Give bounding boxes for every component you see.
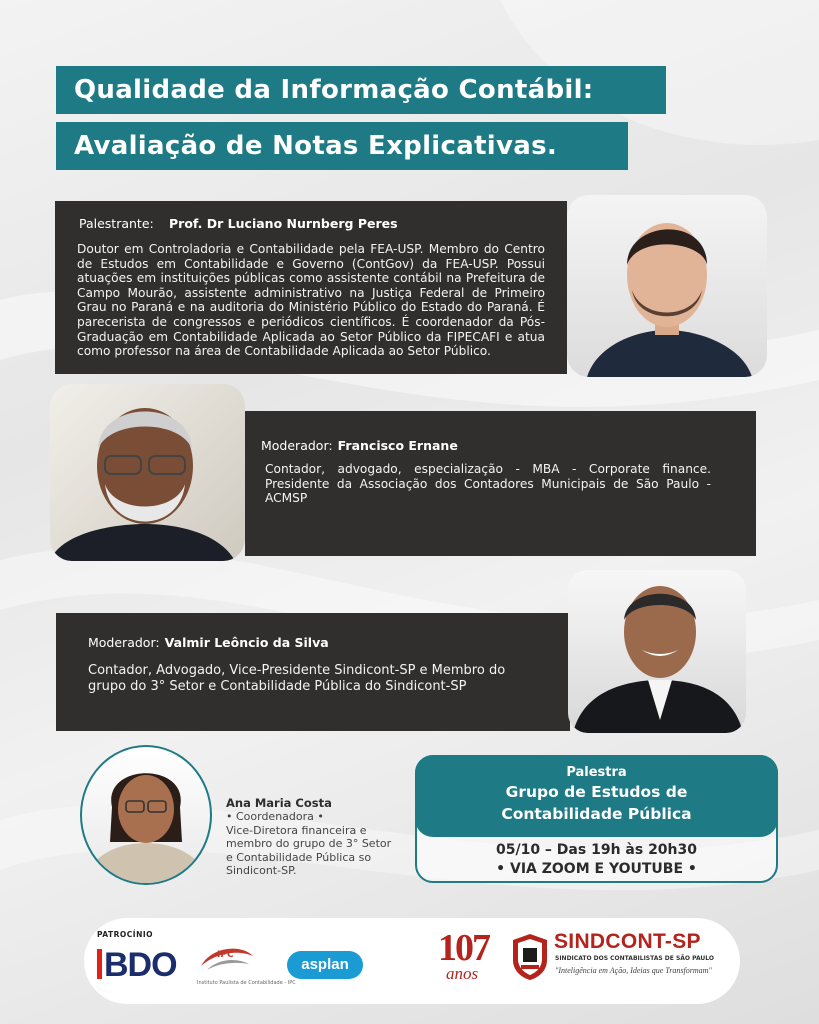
moderator-2-card (56, 613, 570, 731)
title-line-2: Avaliação de Notas Explicativas. (56, 122, 628, 170)
sponsor-footer (84, 918, 740, 1004)
moderator-2-header (88, 632, 540, 651)
sindcont-seal-icon (509, 932, 551, 982)
moderator-1-photo (50, 384, 245, 561)
asplan-logo: asplan (287, 951, 363, 979)
event-datetime: 05/10 – Das 19h às 20h30 (495, 842, 697, 858)
event-kind: Palestra (566, 765, 627, 780)
speaker-header (79, 213, 545, 232)
event-channel: • VIA ZOOM E YOUTUBE • (496, 861, 697, 877)
speaker-bio: Doutor em Controladoria e Contabilidade pela FEA-USP. Membro do Centro de Estudos em Contabilidade e Governo (ContGov) da FEA-USP. Possui atuações em instituições públicas como assistente contábil na Prefeitura de Campo Mourão, assistente administrativo na Justiça Federal de Primeiro Grau no Paraná e na auditoria do Ministério Público do Estado do Paraná. É parecerista de congressos e periódicos científicos. É coordenador da Pós-Graduação em Contabilidade Aplicada ao Setor Público da FIPECAFI e atua como professor na área de Contabilidade Aplicada ao Setor Público. (77, 242, 545, 359)
ipc-logo-text: IPC (217, 950, 234, 960)
ipc-subtitle: Instituto Paulista de Contabilidade - IPC (197, 980, 296, 986)
moderator-2-label: Moderador: (88, 635, 160, 650)
coordinator-name: Ana Maria Costa (226, 796, 332, 810)
moderator-1-name: Francisco Ernane (337, 438, 458, 453)
moderator-2-name: Valmir Leôncio da Silva (164, 635, 329, 650)
sindcont-name: SINDCONT-SP (554, 930, 701, 953)
coordinator-bio: Vice-Diretora financeira e membro do grupo de 3° Setor e Contabilidade Pública so Sindicont-SP. (226, 823, 392, 878)
moderator-2-bio: Contador, Advogado, Vice-Presidente Sindicont-SP e Membro do grupo do 3° Setor e Contabilidade Pública do Sindicont-SP (88, 663, 506, 694)
speaker-card (55, 201, 567, 374)
speaker-photo (567, 195, 767, 377)
moderator-1-bio: Contador, advogado, especialização - MBA - Corporate finance. Presidente da Associação dos Contadores Municipais de São Paulo - ACMSP (265, 462, 711, 506)
ipc-logo (197, 942, 296, 992)
event-group-line-2: Contabilidade Pública (501, 805, 692, 823)
moderator-1-label: Moderador: (261, 438, 333, 453)
moderator-1-card (245, 411, 756, 556)
sindcont-subtitle: SINDICATO DOS CONTABILISTAS DE SÃO PAULO (555, 955, 715, 962)
sindcont-tagline: "Inteligência em Ação, Ideias que Transformam" (555, 966, 712, 975)
speaker-label: Palestrante: (79, 216, 154, 231)
moderator-1-header (261, 435, 711, 454)
moderator-2-photo (568, 570, 746, 733)
event-header (415, 755, 778, 837)
event-when (417, 841, 776, 879)
anniversary-word: anos (446, 964, 479, 983)
ipc-swoosh-icon (197, 942, 257, 978)
event-group-line-1: Grupo de Estudos de (505, 783, 688, 801)
bdo-logo-text: BDO (104, 946, 177, 984)
coordinator-photo (80, 745, 212, 885)
bdo-logo (97, 946, 177, 985)
coordinator-info (226, 796, 401, 878)
sponsor-label: PATROCÍNIO (97, 930, 154, 939)
title-line-1: Qualidade da Informação Contábil: (56, 66, 666, 114)
anniversary-number: 107 (438, 927, 489, 969)
speaker-name: Prof. Dr Luciano Nurnberg Peres (169, 216, 398, 231)
coordinator-role: • Coordenadora • (226, 810, 324, 823)
event-card (415, 755, 778, 883)
